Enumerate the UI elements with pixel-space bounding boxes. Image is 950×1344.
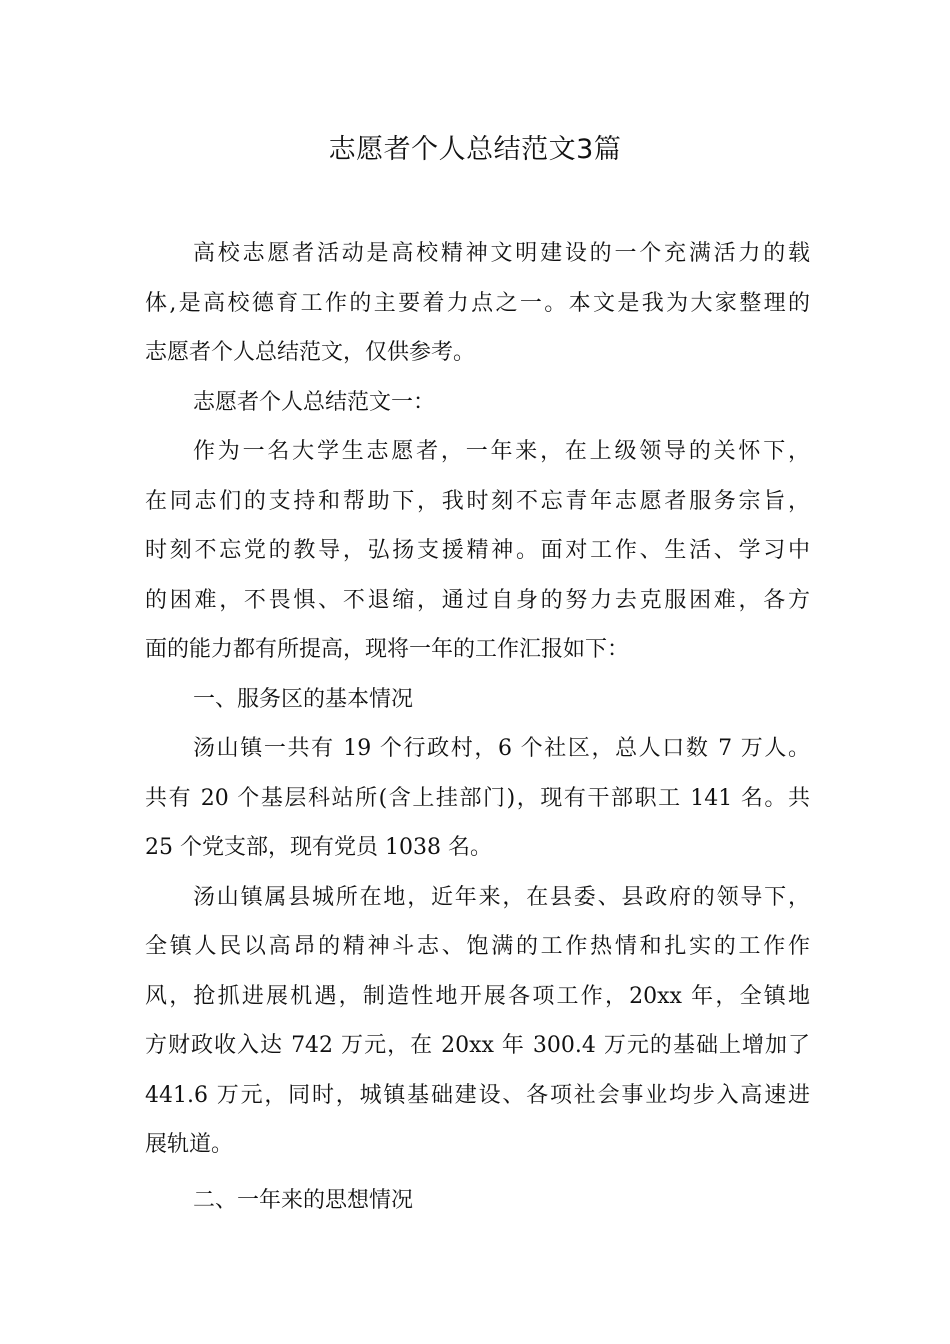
paragraph-body bbox=[145, 873, 810, 1170]
text-line: 一、服务区的基本情况 bbox=[193, 686, 414, 712]
document-body bbox=[145, 229, 810, 1225]
text-line: 441.6 万元，同时，城镇基础建设、各项社会事业均步入高速进 bbox=[145, 1082, 810, 1108]
text-line: 志愿者个人总结范文，仅供参考。 bbox=[145, 340, 476, 365]
text-line: 高校志愿者活动是高校精神文明建设的一个充满活力的载 bbox=[193, 241, 810, 266]
paragraph-section-heading bbox=[145, 378, 810, 428]
text-line: 全镇人民以高昂的精神斗志、饱满的工作热情和扎实的工作作 bbox=[145, 934, 810, 959]
page-title: 志愿者个人总结范文3篇 bbox=[328, 134, 622, 165]
text-line: 在同志们的支持和帮助下，我时刻不忘青年志愿者服务宗旨， bbox=[145, 488, 810, 514]
text-line: 25 个党支部，现有党员 1038 名。 bbox=[145, 835, 492, 860]
text-line: 体,是高校德育工作的主要着力点之一。本文是我为大家整理的 bbox=[145, 290, 810, 316]
text-line: 作为一名大学生志愿者，一年来，在上级领导的关怀下， bbox=[193, 439, 810, 464]
paragraph-subheading bbox=[145, 675, 810, 725]
text-line: 时刻不忘党的教导，弘扬支援精神。面对工作、生活、学习中 bbox=[145, 538, 810, 563]
text-line: 共有 20 个基层科站所(含上挂部门)，现有干部职工 141 名。共 bbox=[145, 785, 810, 811]
paragraph-body bbox=[145, 427, 810, 675]
text-line: 二、一年来的思想情况 bbox=[193, 1187, 414, 1213]
text-line: 风，抢抓进展机遇，制造性地开展各项工作，20xx 年，全镇地 bbox=[145, 983, 810, 1009]
text-line: 汤山镇属县城所在地，近年来，在县委、县政府的领导下， bbox=[193, 884, 810, 910]
text-line: 志愿者个人总结范文一： bbox=[193, 389, 436, 415]
paragraph-body bbox=[145, 724, 810, 873]
text-line: 的困难，不畏惧、不退缩，通过自身的努力去克服困难，各方 bbox=[145, 587, 810, 613]
paragraph-intro bbox=[145, 229, 810, 378]
text-line: 方财政收入达 742 万元，在 20xx 年 300.4 万元的基础上增加了 bbox=[145, 1033, 810, 1058]
paragraph-subheading bbox=[145, 1176, 810, 1226]
text-line: 汤山镇一共有 19 个行政村，6 个社区，总人口数 7 万人。 bbox=[193, 736, 810, 761]
text-line: 展轨道。 bbox=[145, 1132, 234, 1157]
text-line: 面的能力都有所提高，现将一年的工作汇报如下： bbox=[145, 637, 630, 662]
